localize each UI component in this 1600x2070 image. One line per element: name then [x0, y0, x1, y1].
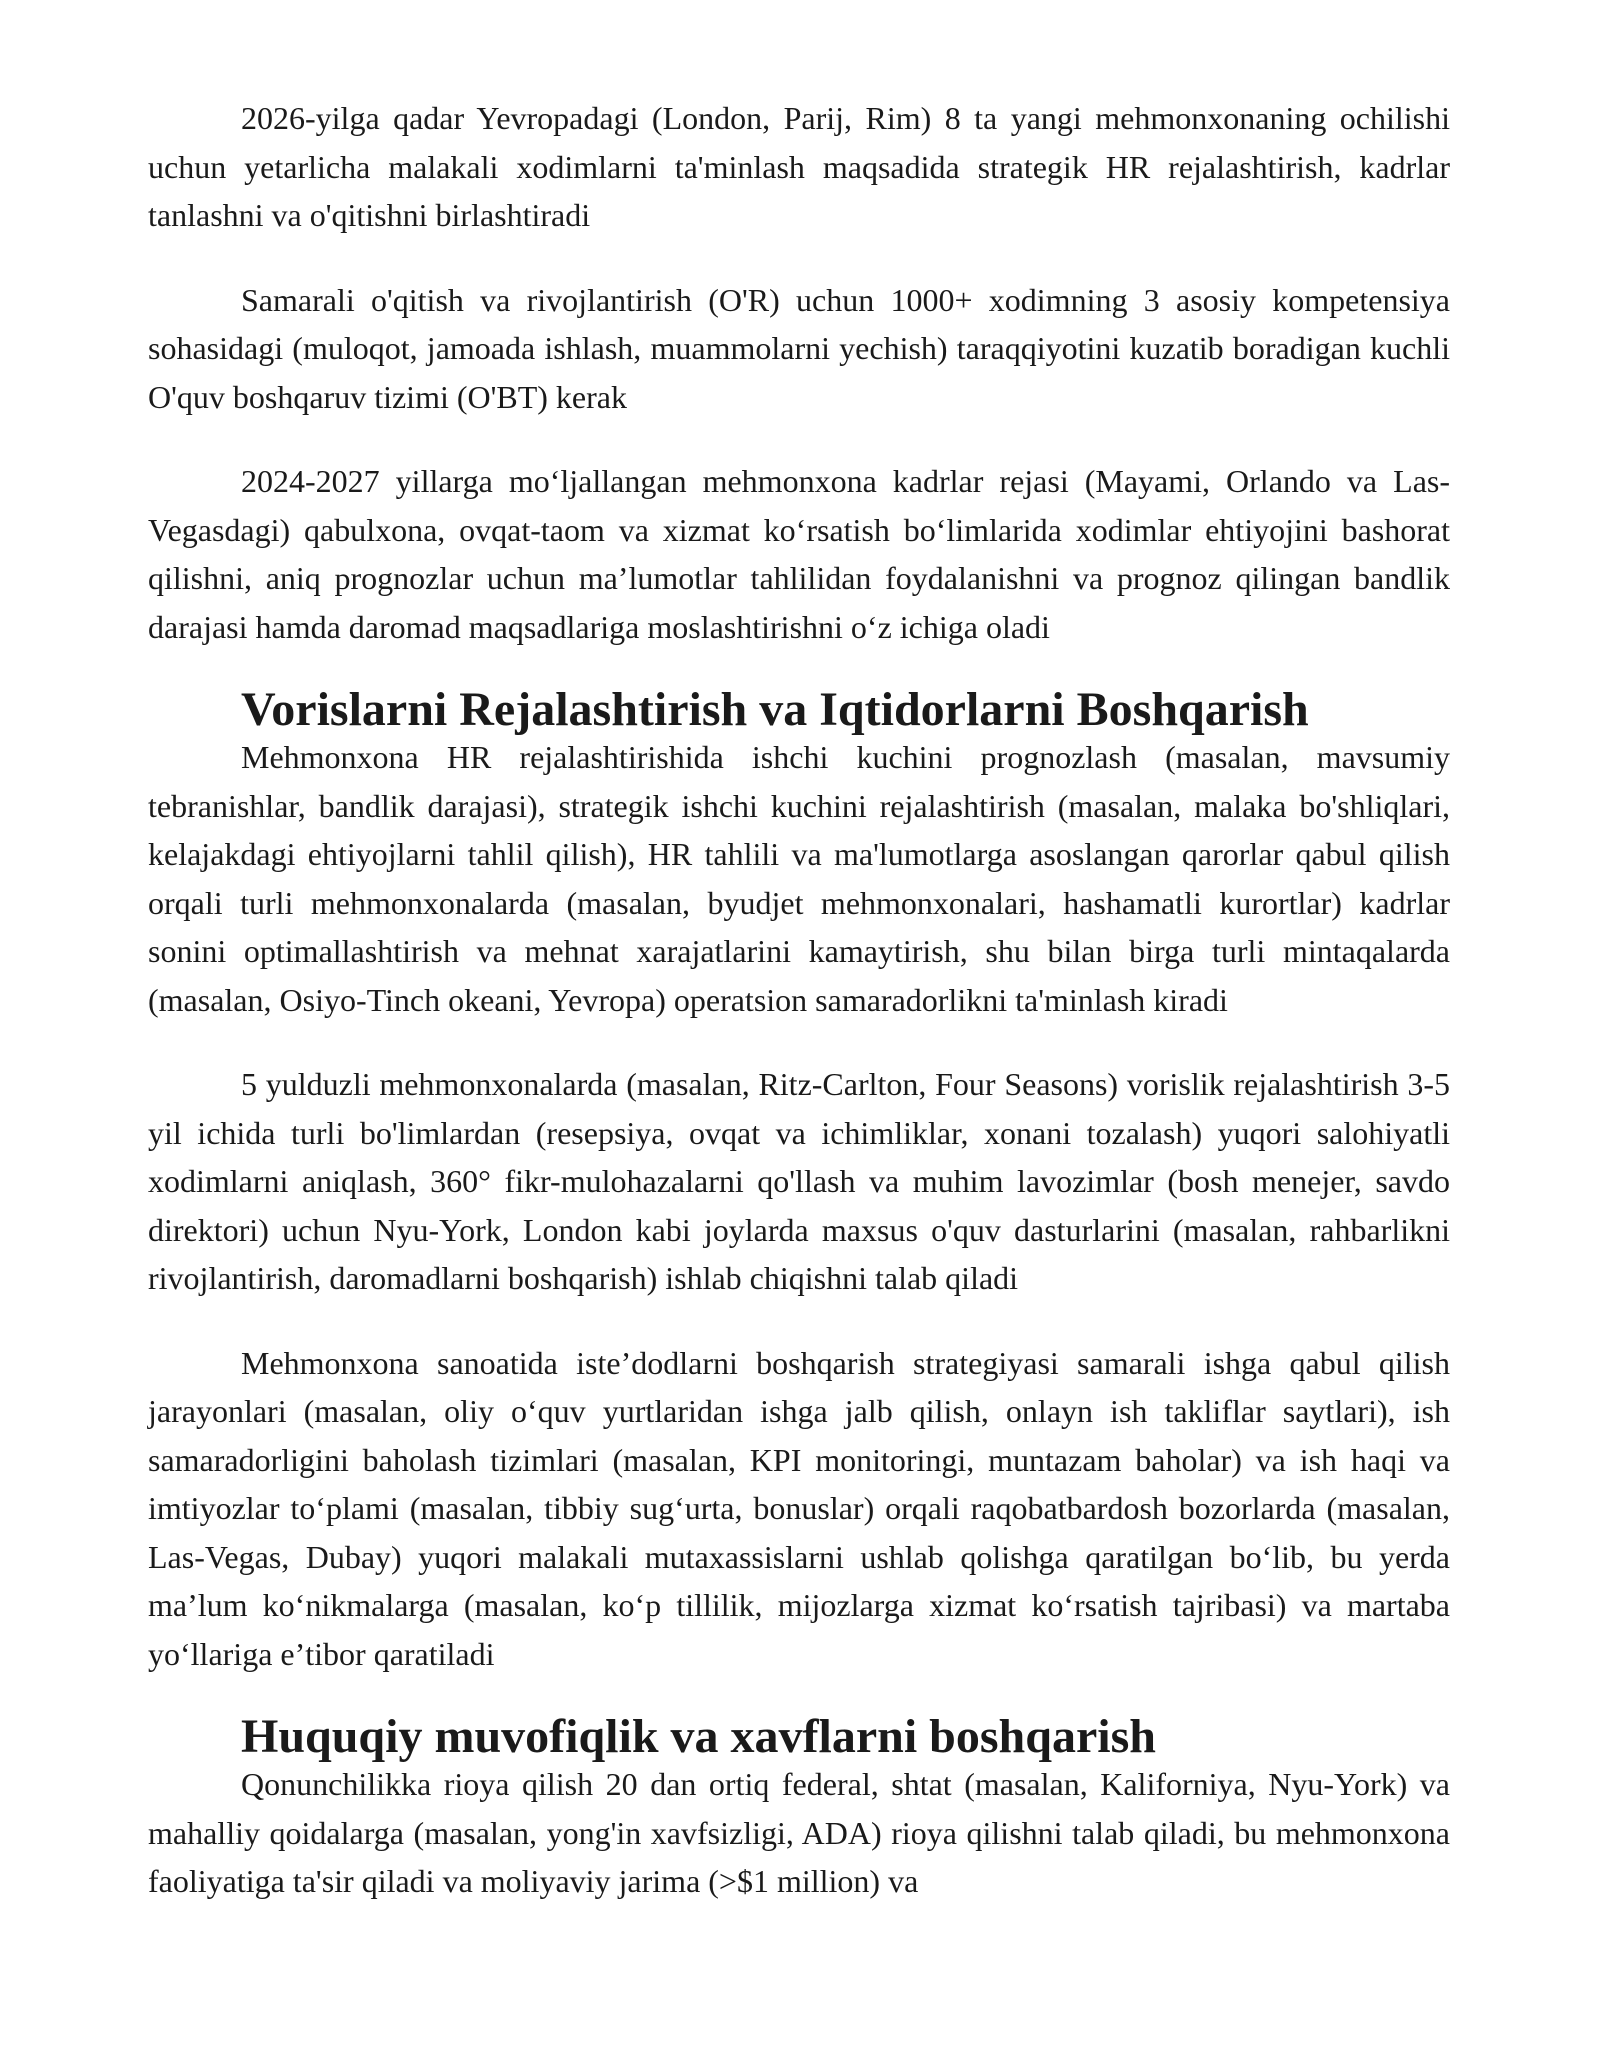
intro-paragraph-3: 2024-2027 yillarga moʻljallangan mehmonxona kadrlar rejasi (Mayami, Orlando va Las-Vegasdagi) qabulxona, ovqat-taom va xizmat koʻrsatish boʻlimlarida xodimlar ehtiyojini bashorat qilishni, aniq prognozlar uchun maʼlumotlar tahlilidan foydalanishni va prognoz qilingan bandlik darajasi hamda daromad maqsadlariga moslashtirishni oʻz ichiga oladi	[148, 463, 1450, 645]
section1-paragraph-2: 5 yulduzli mehmonxonalarda (masalan, Ritz-Carlton, Four Seasons) vorislik rejalashtirish 3-5 yil ichida turli bo'limlardan (resepsiya, ovqat va ichimliklar, xonani tozalash) yuqori salohiyatli xodimlarni aniqlash, 360° fikr-mulohazalarni qo'llash va muhim lavozimlar (bosh menejer, savdo direktori) uchun Nyu-York, London kabi joylarda maxsus o'quv dasturlarini (masalan, rahbarlikni rivojlantirish, daromadlarni boshqarish) ishlab chiqishni talab qiladi	[148, 1066, 1450, 1296]
intro-paragraph-2: Samarali o'qitish va rivojlantirish (O'R) uchun 1000+ xodimning 3 asosiy kompetensiya sohasidagi (muloqot, jamoada ishlash, muammolarni yechish) taraqqiyotini kuzatib boradigan kuchli O'quv boshqaruv tizimi (O'BT) kerak	[148, 281, 1450, 415]
section1-paragraph-3: Mehmonxona sanoatida isteʼdodlarni boshqarish strategiyasi samarali ishga qabul qilish jarayonlari (masalan, oliy oʻquv yurtlaridan ishga jalb qilish, onlayn ish takliflar saytlari), ish samaradorligini baholash tizimlari (masalan, KPI monitoringi, muntazam baholar) va ish haqi va imtiyozlar toʻplami (masalan, tibbiy sugʻurta, bonuslar) orqali raqobatbardosh bozorlarda (masalan, Las-Vegas, Dubay) yuqori malakali mutaxassislarni ushlab qolishga qaratilgan boʻlib, bu yerda maʼlum koʻnikmalarga (masalan, koʻp tillilik, mijozlarga xizmat koʻrsatish tajribasi) va martaba yoʻllariga eʼtibor qaratiladi	[148, 1344, 1450, 1672]
intro-paragraph-1: 2026-yilga qadar Yevropadagi (London, Parij, Rim) 8 ta yangi mehmonxonaning ochilishi uchun yetarlicha malakali xodimlarni ta'minlash maqsadida strategik HR rejalashtirish, kadrlar tanlashni va o'qitishni birlashtiradi	[148, 100, 1450, 233]
document-page	[148, 94, 1450, 1942]
section2-paragraph-1: Qonunchilikka rioya qilish 20 dan ortiq federal, shtat (masalan, Kaliforniya, Nyu-York) va mahalliy qoidalarga (masalan, yong'in xavfsizligi, ADA) rioya qilishni talab qiladi, bu mehmonxona faoliyatiga ta'sir qiladi va moliyaviy jarima (>$1 million) va	[148, 1766, 1450, 1899]
section-heading-succession: Vorislarni Rejalashtirish va Iqtidorlarni Boshqarish	[241, 683, 1309, 736]
section1-paragraph-1: Mehmonxona HR rejalashtirishida ishchi kuchini prognozlash (masalan, mavsumiy tebranishlar, bandlik darajasi), strategik ishchi kuchini rejalashtirish (masalan, malaka bo'shliqlari, kelajakdagi ehtiyojlarni tahlil qilish), HR tahlili va ma'lumotlarga asoslangan qarorlar qabul qilish orqali turli mehmonxonalarda (masalan, byudjet mehmonxonalari, hashamatli kurortlar) kadrlar sonini optimallashtirish va mehnat xarajatlarini kamaytirish, shu bilan birga turli mintaqalarda (masalan, Osiyo-Tinch okeani, Yevropa) operatsion samaradorlikni ta'minlash kiradi	[148, 739, 1450, 1018]
section-heading-compliance: Huquqiy muvofiqlik va xavflarni boshqarish	[241, 1710, 1156, 1763]
